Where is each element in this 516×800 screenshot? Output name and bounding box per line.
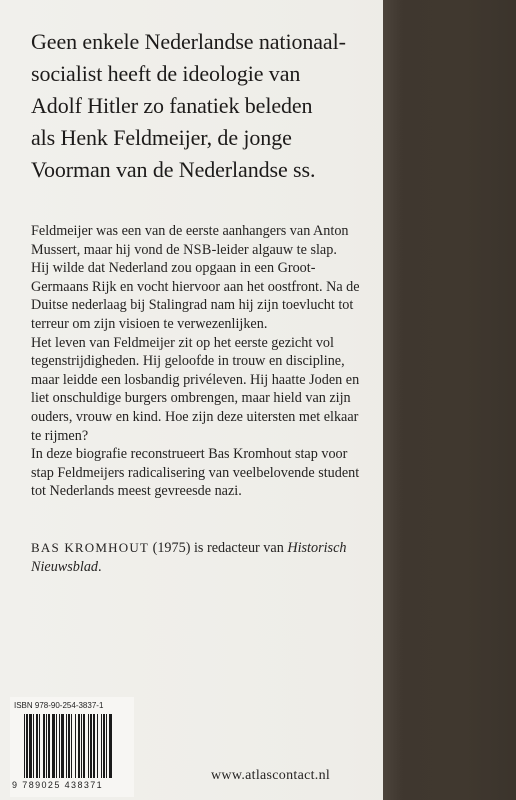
barcode-area	[10, 697, 134, 797]
intro-line: Adolf Hitler zo fanatiek beleden	[31, 93, 313, 118]
body-text-fragment: -leider algauw te slap.	[211, 241, 337, 258]
body-line: ouders, vrouw en kind. Hoe zijn deze uitersten met elkaar	[31, 408, 359, 425]
author-line	[31, 539, 361, 558]
intro-paragraph	[31, 26, 361, 186]
body-line	[31, 241, 361, 260]
dark-side-band	[383, 0, 516, 800]
body-line: Duitse nederlaag bij Stalingrad nam hij zijn toevlucht tot	[31, 297, 354, 314]
blurb-body	[31, 222, 361, 501]
body-line: te rijmen?	[31, 427, 89, 444]
intro-line: als Henk Feldmeijer, de jonge	[31, 125, 292, 150]
magazine-name: Historisch	[287, 540, 347, 556]
isbn-label: ISBN 978-90-254-3837-1	[14, 701, 104, 710]
body-line: liet onschuldige burgers ombrengen, maar hield van zijn	[31, 390, 351, 407]
intro-line: socialist heeft de ideologie van	[31, 61, 301, 86]
barcode-icon	[24, 714, 130, 778]
author-year: (1975)	[152, 540, 191, 556]
body-line: terreur om zijn visioen te verwezenlijken.	[31, 315, 268, 332]
body-line: Het leven van Feldmeijer zit op het eerste gezicht vol	[31, 334, 334, 351]
body-line: maar leidde een losbandig privéleven. Hij haatte Joden en	[31, 371, 360, 388]
body-line: tegenstrijdigheden. Hij geloofde in trouw en discipline,	[31, 353, 345, 370]
body-line: Feldmeijer was een van de eerste aanhangers van Anton	[31, 223, 349, 239]
author-line	[31, 558, 361, 577]
barcode-digits: 9 789025 438371	[12, 780, 104, 790]
author-name: BAS KROMHOUT	[31, 540, 150, 555]
publisher-website: www.atlascontact.nl	[211, 768, 331, 783]
body-text-fragment: Mussert, maar hij vond de	[31, 241, 184, 258]
nsb-abbreviation: NSB	[183, 241, 212, 258]
intro-line: Voorman van de Nederlandse ss.	[31, 157, 316, 182]
author-bio	[31, 539, 361, 576]
body-line: Hij wilde dat Nederland zou opgaan in een Groot-	[31, 260, 316, 277]
author-text: is redacteur van	[190, 540, 288, 556]
body-line: Germaans Rijk en vocht hiervoor aan het oostfront. Na de	[31, 278, 360, 295]
author-period: .	[98, 558, 102, 575]
intro-line: Geen enkele Nederlandse nationaal-	[31, 29, 346, 54]
body-line: tot Nederlands meest gevreesde nazi.	[31, 483, 242, 500]
body-line: In deze biografie reconstrueert Bas Kromhout stap voor	[31, 446, 348, 463]
body-line: stap Feldmeijers radicalisering van veelbelovende student	[31, 464, 360, 481]
magazine-name: Nieuwsblad	[31, 558, 99, 575]
